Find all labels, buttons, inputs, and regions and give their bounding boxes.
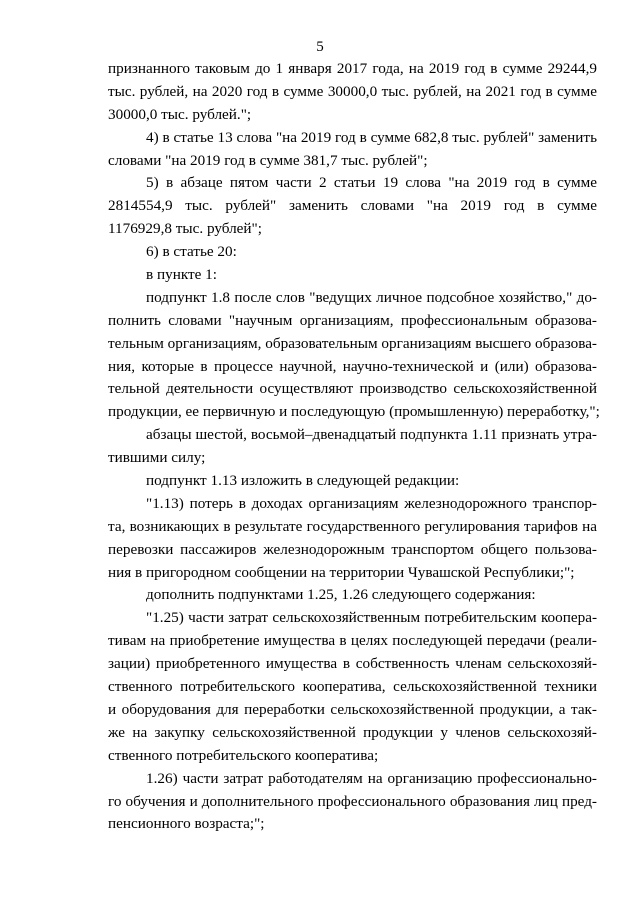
text-line: та, возникающих в результате государственного регулирования тарифов на xyxy=(108,517,597,535)
paragraph xyxy=(108,241,597,264)
paragraph xyxy=(108,470,597,493)
text-line: тельной деятельности осуществляют производство сельскохозяйственной xyxy=(108,380,597,398)
text-line: подпункт 1.8 после слов "ведущих личное подсобное хозяйство," до- xyxy=(146,288,597,306)
paragraph xyxy=(108,493,597,585)
text-line: "1.25) части затрат сельскохозяйственным потребительским коопера- xyxy=(146,609,597,627)
text-line: 6) в статье 20: xyxy=(146,243,237,261)
text-line: абзацы шестой, восьмой–двенадцатый подпункта 1.11 признать утра- xyxy=(146,426,597,444)
text-line: продукции, ее первичную и последующую (промышленную) переработку,"; xyxy=(108,403,600,421)
paragraph xyxy=(108,172,597,241)
text-line: же на закупку сельскохозяйственной продукции у членов сельскохозяй- xyxy=(108,723,597,741)
paragraph xyxy=(108,58,597,127)
text-line: 2814554,9 тыс. рублей" заменить словами "на 2019 год в сумме xyxy=(108,197,597,215)
text-line: тившими силу; xyxy=(108,449,206,467)
text-line: 30000,0 тыс. рублей."; xyxy=(108,105,252,123)
text-line: словами "на 2019 год в сумме 381,7 тыс. рублей"; xyxy=(108,151,428,169)
text-line: 1.26) части затрат работодателям на организацию профессионально- xyxy=(146,769,597,787)
paragraph xyxy=(108,264,597,287)
paragraph xyxy=(108,768,597,837)
text-line: тельным организациям, образовательным организациям высшего образова- xyxy=(108,334,597,352)
text-line: 4) в статье 13 слова "на 2019 год в сумме 682,8 тыс. рублей" заменить xyxy=(146,128,597,146)
text-line: полнить словами "научным организациям, профессиональным образова- xyxy=(108,311,597,329)
text-line: тивам на приобретение имущества в целях последующей передачи (реали- xyxy=(108,632,597,650)
text-line: ственного потребительского кооператива; xyxy=(108,746,379,764)
text-line: 1176929,8 тыс. рублей"; xyxy=(108,220,262,238)
text-line: ния, которые в процессе научной, научно-технической и (или) образова- xyxy=(108,357,597,375)
text-line: подпункт 1.13 изложить в следующей редакции: xyxy=(146,472,460,490)
text-line: пенсионного возраста;"; xyxy=(108,815,265,833)
paragraph xyxy=(108,127,597,173)
text-line: дополнить подпунктами 1.25, 1.26 следующего содержания: xyxy=(146,586,536,604)
text-line: 5) в абзаце пятом части 2 статьи 19 слова "на 2019 год в сумме xyxy=(146,174,597,192)
paragraph xyxy=(108,584,597,607)
paragraph xyxy=(108,287,600,424)
text-line: "1.13) потерь в доходах организациям железнодорожного транспор- xyxy=(146,494,597,512)
page-number: 5 xyxy=(316,39,324,55)
text-line: в пункте 1: xyxy=(146,266,217,284)
text-line: признанного таковым до 1 января 2017 года, на 2019 год в сумме 29244,9 xyxy=(108,60,597,77)
text-line: тыс. рублей, на 2020 год в сумме 30000,0 тыс. рублей, на 2021 год в сумме xyxy=(108,82,597,100)
text-line: ственного потребительского кооператива, сельскохозяйственной техники xyxy=(108,678,597,696)
text-line: го обучения и дополнительного профессионального образования лиц пред- xyxy=(108,792,597,810)
paragraph xyxy=(108,607,597,767)
text-line: ния в пригородном сообщении на территории Чувашской Республики;"; xyxy=(108,563,575,581)
text-line: зации) приобретенного имущества в собственность членам сельскохозяй- xyxy=(108,655,597,673)
paragraph xyxy=(108,424,597,470)
text-line: перевозки пассажиров железнодорожным транспортом общего пользова- xyxy=(108,540,597,558)
document-body xyxy=(108,58,600,836)
text-line: и оборудования для переработки сельскохозяйственной продукции, а так- xyxy=(108,700,597,718)
